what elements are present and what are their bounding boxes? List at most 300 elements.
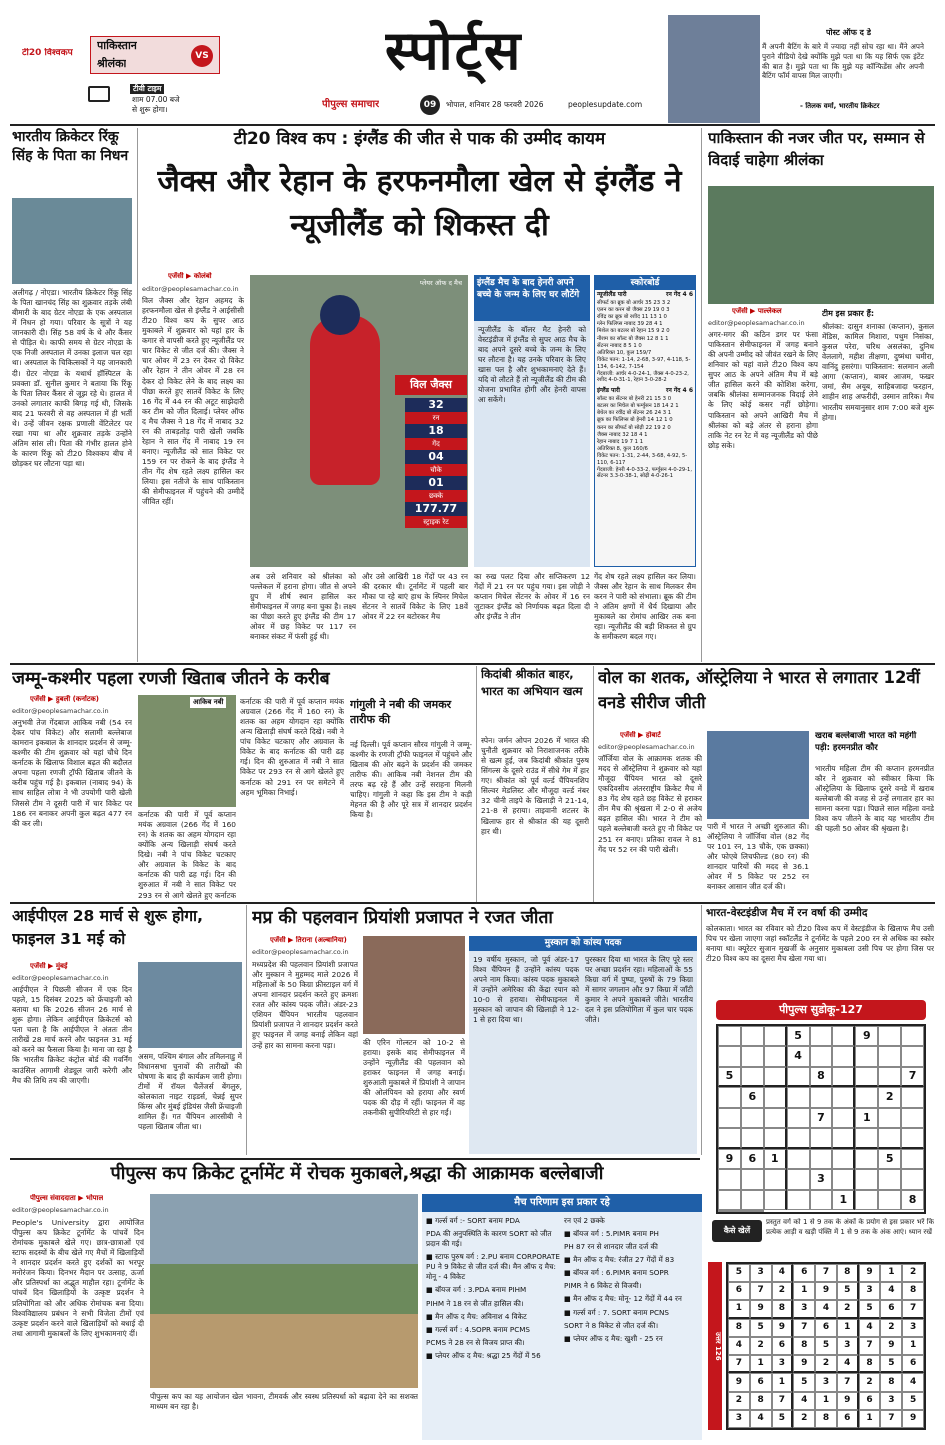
sudoku-cell[interactable] (832, 1046, 855, 1066)
answer-grid (726, 1262, 926, 1430)
sudoku-cell[interactable]: 6 (741, 1149, 764, 1169)
sudoku-cell: 3 (772, 1355, 794, 1373)
wrestle-text-2: की एरिन गोल्स्टन को 10-2 से हराया। इसके बाद सेमीफाइनल में उन्होंने न्यूज़ीलैंड की पहलवान को हराकर फाइनल में जगह बनाई। शुरुआती मुकाबले में प्रियांशी ने जापान की ओलंपियन को हराया और स्वर्ण पदक की दौड़ में रहीं। फाइनल में वह तकनीकी सुपीरियरिटी से हार गईं। (363, 1038, 465, 1118)
result-item: SORT ने 8 विकेट से जीत दर्ज की। (564, 1320, 659, 1330)
paper-logo: पीपुल्स समाचार (322, 99, 380, 110)
peoples-email[interactable]: editor@peoplesamachar.co.in (12, 1206, 109, 1214)
sudoku-cell[interactable] (741, 1026, 764, 1046)
tv-channel: से शुरू होगा। (132, 105, 168, 114)
sudoku-cell: 5 (815, 1337, 837, 1355)
stat-sr: 177.77 (405, 502, 467, 516)
sudoku-cell[interactable] (878, 1108, 901, 1128)
sudoku-cell[interactable] (832, 1149, 855, 1169)
sudoku-cell: 9 (859, 1264, 881, 1282)
result-item: ■ प्लेयर ऑफ द मैच: श्रद्धा 25 गेंदों में 56 (426, 1350, 541, 1360)
sudoku-cell[interactable]: 1 (855, 1108, 878, 1128)
jk-text-2: कर्नाटक की पारी में पूर्व कप्तान मयंक अग्रवाल (266 गेंद में 160 रन) के शतक का अहम योगदान रहा क्योंकि अन्य खिलाड़ी संघर्ष करते दिखे। नबी ने पांच विकेट चटकाए और अग्रवाल के विकेट के बाद कर्नाटक की पारी ढह गई। दिन की शुरुआत में नबी ने सात विकेट पर 293 रन से आगे खेलते हुए कर्नाटक (138, 810, 236, 900)
scoreboard-row: अतिरिक्त 8, कुल 160/6 (597, 445, 648, 452)
nz-fall: विकेट पतन: 1-14, 2-68, 3-97, 4-118, 5-134, 6-142, 7-154 (597, 357, 691, 370)
sudoku-cell: 2 (772, 1282, 794, 1300)
lead-body-5: गेंद शेष रहते लक्ष्य हासिल कर लिया। जैक्स और रेहान के साथ मिलकर सैम करन ने पारी को संभाला। ब्रूक की टीम ने अंतिम क्षणों में धैर्य दिखाया और मुकाबले का रोमांच आखिर तक बना रहा। न्यूजीलैंड की बड़ी शिकस्त से ग्रुप के समीकरण बदल गए। (594, 572, 696, 642)
result-item: ■ बॉयज वर्ग : 3.PDA बनाम PIHM (426, 1285, 527, 1295)
sudoku-cell[interactable] (810, 1026, 833, 1046)
sudoku-cell: 7 (750, 1282, 772, 1300)
scoreboard-title: स्कोरबोर्ड (595, 276, 695, 290)
sudoku-cell[interactable] (878, 1128, 901, 1148)
sudoku-cell: 1 (750, 1355, 772, 1373)
sudoku-cell[interactable]: 8 (810, 1067, 833, 1087)
sudoku-cell[interactable] (878, 1067, 901, 1087)
sudoku-cell: 1 (859, 1410, 881, 1428)
result-item: ■ मैन ऑफ द मैच: रंजीत 27 गेंदों में 83 (564, 1255, 675, 1265)
pak-team-title: टीम इस प्रकार हैं: (822, 309, 875, 318)
lead-body-4: का रुख पलट दिया और सप्तिकरण 12 गेंदों में 21 रन पर पहुंच गया। इस जोड़ी ने कप्तान मिचेल सेंटनर के ओवर में 16 रन जुटाकर इंग्लैंड को निर्णायक बढ़त दिला दी और इंग्लैंड ने तीन (474, 572, 590, 622)
lead-email[interactable]: editor@peoplesamachar.co.in (142, 285, 239, 293)
sudoku-cell: 5 (859, 1300, 881, 1318)
sudoku-cell[interactable] (855, 1046, 878, 1066)
sudoku-cell[interactable] (901, 1026, 924, 1046)
kidambi-text: स्पेन। जर्मन ओपन 2026 में भारत की चुनौती शुक्रवार को निराशाजनक तरीके से खत्म हुई, जब किदांबी श्रीकांत पुरुष सिंगल्स के दूसरे राउंड में सीधे गेम में हार गए। श्रीकांत को पूर्व वर्ल्ड चैंपियनशिप सिल्वर मेडलिस्ट और मौजूदा वर्ल्ड नंबर 32 चीनी ताइपे के खिलाड़ी ने 21-14, 21-8 से हराया। ताइवानी शटलर के खिलाफ हार से श्रीकांत की यह दूसरी हार थी। (481, 736, 589, 836)
sudoku-cell[interactable] (741, 1046, 764, 1066)
results-left (426, 1216, 560, 1364)
sudoku-cell[interactable]: 5 (878, 1149, 901, 1169)
result-item: PIMR ने 6 विकेट से विजयी। (564, 1281, 642, 1291)
sudoku-cell: 3 (750, 1264, 772, 1282)
result-item: ■ गर्ल्स वर्ग : 4.SOPR बनाम PCMS (426, 1324, 530, 1334)
player-stats (405, 398, 467, 528)
sudoku-cell[interactable] (741, 1210, 764, 1212)
sudoku-cell[interactable] (718, 1108, 741, 1128)
photo-pitch (150, 1314, 418, 1388)
scoreboard-row: ग्लेन फिलिप्स नाबाद 39 28 4 1 (597, 321, 663, 328)
pak-text: अगर-मगर की कठिन डगर पर फंसा पाकिस्तान सेमीफाइनल में जगह बनाने की अपनी उम्मीद को जीवंत रखने के लिए शनिवार को यहां वाले टी20 विश्व कप सुपर आठ के अपने अंतिम मैच में बड़े जीत हासिल करने की कोशिश करेगा, जबकि श्रीलंका सम्मानजनक विदाई लेने के लिए कोई कसर नहीं छोड़ेगा। पाकिस्तान को अपने आखिरी मैच में श्रीलंका को बड़े अंतर से हराना होगा ताकि नेट रन रेट में वह न्यूजीलैंड को पीछे छोड़ सके। (708, 330, 818, 450)
sudoku-cell[interactable]: 5 (787, 1026, 810, 1046)
sudoku-cell[interactable] (764, 1026, 787, 1046)
sudoku-cell: 5 (750, 1319, 772, 1337)
result-item: ■ गर्ल्स वर्ग :- SORT बनाम PDA (426, 1216, 520, 1225)
sudoku-cell[interactable] (718, 1210, 741, 1212)
sudoku-cell: 2 (902, 1264, 924, 1282)
scoreboard-row: मिशेल का बटलर बो रेहान 15 9 2 0 (597, 328, 670, 335)
sudoku-cell[interactable] (764, 1128, 787, 1148)
jk-byline: एजेंसी ▶ हुबली (कर्नाटक) (30, 695, 99, 703)
jk-headline: जम्मू-कश्मीर पहला रणजी खिताब जीतने के करीब (12, 669, 330, 689)
sudoku-title (716, 1000, 926, 1020)
score-cols: रन गेंद 4 6 (666, 291, 693, 298)
sudoku-cell: 8 (793, 1337, 815, 1355)
pak-headline: पाकिस्तान की नजर जीत पर, सम्मान से विदाई चाहेगा श्रीलंका (708, 129, 925, 169)
scoreboard-row: ब्रूक का फिलिप्स बो हेनरी 14 12 1 0 (597, 417, 673, 424)
sudoku-cell[interactable] (787, 1067, 810, 1087)
sudoku-cell: 2 (728, 1392, 750, 1410)
sudoku-cell: 7 (859, 1337, 881, 1355)
henry-box-text: न्यूजीलैंड के बॉलर मैट हेनरी को वेस्टइंडीज में इंग्लैंड से सुपर आठ मैच के बाद अपने दूसरे बच्चे के जन्म के लिए घर लौटना है। यह उनके परिवार के लिए खास पल है और शुभकामनाएं देते हैं। यदि वो लौटते हैं तो न्यूजीलैंड की टीम की योजना प्रभावित होगी और हेनरी वापस आ सकेंगे। (478, 325, 586, 405)
sudoku-cell[interactable] (741, 1128, 764, 1148)
jk-text-3: कर्नाटक की पारी में पूर्व कप्तान मयंक अग्रवाल (266 गेंद में 160 रन) के शतक का अहम योगदान रहा क्योंकि अन्य खिलाड़ी संघर्ष करते दिखे। नबी ने पांच विकेट चटकाए और अग्रवाल के विकेट के बाद कर्नाटक की पारी ढह गई। दिन की शुरुआत में नबी ने सात विकेट पर 293 रन से आगे खेलते हुए कर्नाटक को 291 रन पर समेटने में अहम भूमिका निभाई। (240, 697, 344, 797)
stat-sixes: 01 (405, 476, 467, 490)
henry-box-title: इंग्लैंड मैच के बाद हेनरी अपने बच्चे के जन्म के लिए घर लौटेंगे (474, 275, 590, 321)
website[interactable]: peoplesupdate.com (568, 100, 643, 109)
sudoku-cell[interactable] (832, 1087, 855, 1107)
sudoku-cell[interactable] (901, 1087, 924, 1107)
batsman-shape (310, 315, 380, 485)
sudoku-cell[interactable] (787, 1169, 810, 1189)
sudoku-cell: 9 (750, 1300, 772, 1318)
sudoku-cell: 5 (837, 1282, 859, 1300)
eng-innings-title: इंग्लैंड पारी (597, 387, 620, 395)
sudoku-cell[interactable] (855, 1067, 878, 1087)
eng-rows (595, 396, 695, 453)
sudoku-cell[interactable] (810, 1087, 833, 1107)
muskan-box (469, 936, 697, 1154)
result-item: ■ स्टाफ पुरुष वर्ग : 2.PU बनाम CORPORATE PU ने 9 विकेट से जीत दर्ज की। मैन ऑफ द मैच: मोनू - 4 विकेट (426, 1252, 560, 1282)
ipl-headline: आईपीएल 28 मार्च से शुरू होगा, फाइनल 31 मई को (12, 907, 203, 949)
scoreboard-row: एलन का करन बो जैक्स 29 19 0 3 (597, 307, 670, 314)
sudoku-cell: 2 (837, 1300, 859, 1318)
sudoku-cell: 8 (815, 1410, 837, 1428)
sudoku-cell: 4 (793, 1392, 815, 1410)
section-title: स्पोर्ट्स (385, 19, 523, 82)
sudoku-cell: 8 (880, 1373, 902, 1391)
stat-sixes-label: छक्के (405, 490, 467, 502)
scoreboard-row: बेथेल का रवींद्र बो सेंटनर 26 24 3 1 (597, 410, 672, 417)
sudoku-cell: 5 (772, 1410, 794, 1428)
stat-runs: 32 (405, 398, 467, 412)
sudoku-cell[interactable]: 7 (810, 1108, 833, 1128)
sudoku-cell[interactable] (878, 1046, 901, 1066)
sudoku-cell[interactable] (741, 1169, 764, 1189)
sudoku-cell: 1 (880, 1264, 902, 1282)
sudoku-cell[interactable] (718, 1169, 741, 1189)
masthead (0, 0, 945, 125)
sudoku-cell: 1 (815, 1392, 837, 1410)
sudoku-cell[interactable] (855, 1087, 878, 1107)
sudoku-cell: 8 (772, 1300, 794, 1318)
stat-sr-label: स्ट्राइक रेट (405, 516, 467, 528)
stat-balls-label: गेंद (405, 438, 467, 450)
sudoku-cell[interactable]: 4 (787, 1046, 810, 1066)
sudoku-cell: 5 (902, 1392, 924, 1410)
player-name-badge: विल जैक्स (395, 375, 467, 395)
sudoku-cell: 3 (859, 1282, 881, 1300)
vs-badge: VS (191, 45, 213, 67)
pak-teams: श्रीलंका: दासुन शनाका (कप्तान), कुसल मेंडिस, कामिल मिशारा, पथुम निसंका, कुसल परेरा, चरिथ असलंका, दुनिथ वेललागे, महीश तीक्षणा, दुष्मंथा चमीरा, वानिंदु हसरंगा। पाकिस्तान: सलमान अली आगा (कप्तान), बाबर आजम, फखर जमां, सैम अयूब, साहिबजादा फरहान, शाहीन शाह अफरीदी, उस्मान तारिक। मैच भारतीय समयानुसार शाम 7:00 बजे शुरू होगा। (822, 322, 934, 422)
sudoku-cell: 7 (772, 1392, 794, 1410)
jk-text: अनुभवी तेज गेंदबाज आकिब नबी (54 रन देकर पांच विकेट) और सलामी बल्लेबाज कामरान इकबाल के शानदार प्रदर्शन से जम्मू-कश्मीर की टीम शुक्रवार को यहां चौथे दिन कर्नाटक के खिलाफ विशाल बढ़त की बदौलत अपना पहला रणजी ट्रॉफी खिताब जीतने के करीब पहुंच गई है। इकबाल (नाबाद 94) के साथ साहिल लोत्रा ने भी उपयोगी पारी खेली जिससे टीम ने दूसरी पारी में चार विकेट पर 186 रन बनाकर अपनी कुल बढ़त 477 रन की कर ली। (12, 718, 132, 828)
ipl-text-2: असम, पश्चिम बंगाल और तमिलनाडु में विधानसभा चुनावों की तारीखों की घोषणा के बाद ही कार्यक्रम जारी होगा। टीमों में रॉयल चैलेंजर्स बेंगलुरु, कोलकाता नाइट राइडर्स, चेन्नई सुपर किंग्स और मुंबई इंडियंस जैसी फ्रेंचाइजी शामिल हैं। गत चैंपियन आरसीबी ने पहला खिताब जीता था। (138, 1052, 242, 1132)
peoples-headline: पीपुल्स कप क्रिकेट टूर्नामेंट में रोचक मुकाबले,श्रद्धा की आक्रामक बल्लेबाजी (110, 1163, 604, 1184)
ipl-email[interactable]: editor@peoplesamachar.co.in (12, 974, 109, 982)
result-item: ■ मैन ऑफ द मैच: अविनाश 4 विकेट (426, 1311, 527, 1321)
sudoku-cell[interactable]: 2 (878, 1087, 901, 1107)
sudoku-cell[interactable] (810, 1128, 833, 1148)
sudoku-cell[interactable]: 9 (855, 1026, 878, 1046)
sudoku-cell[interactable] (718, 1026, 741, 1046)
sudoku-cell: 6 (859, 1392, 881, 1410)
sudoku-cell: 4 (750, 1410, 772, 1428)
sudoku-cell: 6 (750, 1373, 772, 1391)
sudoku-cell[interactable] (901, 1128, 924, 1148)
result-item: ■ मैन ऑफ द मैच: मोनू- 12 गेंदों में 44 रन (564, 1294, 682, 1304)
scoreboard-row: सेंटनर नाबाद 8 5 1 0 (597, 342, 642, 349)
nz-rows (595, 300, 695, 357)
wi-text: कोलकाता। भारत का रविवार को टी20 विश्व कप में वेस्टइंडीज के खिलाफ मैच उसी पिच पर खेला जाएगा जहां स्कॉटलैंड ने टूर्नामेंट के पहले 200 रन से अधिक का स्कोर बनाया था। क्यूरेटर सुजान मुखर्जी के अनुसार मुकाबला उसी पिच पर होगा जिस पर टी20 विश्व कप का दूसरा मैच खेला गया था। (706, 924, 934, 964)
sudoku-cell[interactable]: 7 (901, 1067, 924, 1087)
pak-email[interactable]: editor@peoplesamachar.co.in (708, 319, 805, 327)
sudoku-cell: 6 (880, 1300, 902, 1318)
sudoku-cell[interactable] (832, 1067, 855, 1087)
aus-headline: वोल का शतक, ऑस्ट्रेलिया ने भारत से लगातार 12वीं वनडे सीरीज जीती (598, 668, 920, 712)
sudoku-cell[interactable]: 9 (718, 1149, 741, 1169)
rinku-text: अलीगढ़ / नोएडा। भारतीय क्रिकेटर रिंकू सिंह के पिता खानचंद सिंह का शुक्रवार तड़के लंबी बीमारी के बाद ग्रेटर नोएडा के एक अस्पताल में निधन हो गया। परिवार के सूत्रों ने यह जानकारी दी। सिंह 58 वर्ष के थे और कैंसर से पीड़ित थे। काफी समय से ग्रेटर नोएडा के एक निजी अस्पताल में उनका इलाज चल रहा था। अस्पताल के चिकित्सकों ने यह जानकारी दी। ग्रेटर नोएडा के यथार्थ हॉस्पिटल के प्रवक्ता डॉ. सुनील कुमार ने बताया कि रिंकू के पिता लिवर कैंसर से जूझ रहे थे। हालत में उनको लगातार काफी बिगड़ गई थी, जिसके बाद 21 फरवरी से वह अस्पताल में ही भर्ती थे। उन्हें जीवन रक्षक प्रणाली वेंटिलेटर पर रखा गया था और शुक्रवार तड़के उन्होंने अंतिम सांस ली। पिता की गंभीर हालत होने के कारण रिंकू को टी20 विश्वकप बीच में छोड़कर घर लौटना पड़ा था। (12, 288, 132, 469)
jk-email[interactable]: editor@peoplesamachar.co.in (12, 707, 109, 715)
sudoku-cell: 9 (880, 1337, 902, 1355)
jk-caption: आकिब नबी (190, 697, 226, 708)
sudoku-cell: 6 (815, 1319, 837, 1337)
wi-rule (701, 905, 702, 1155)
sudoku-cell[interactable] (810, 1046, 833, 1066)
sudoku-cell[interactable] (810, 1190, 833, 1210)
sudoku-cell[interactable] (901, 1046, 924, 1066)
sudoku-cell: 9 (793, 1355, 815, 1373)
pak-byline: एजेंसी ▶ पाल्लेकल (732, 307, 782, 315)
scoreboard-row: नीशम का सॉल्ट बो जैक्स 12 8 1 1 (597, 335, 669, 342)
sudoku-cell[interactable] (855, 1128, 878, 1148)
ganguly-text: नई दिल्ली। पूर्व कप्तान सौरव गांगुली ने जम्मू-कश्मीर के रणजी ट्रॉफी फाइनल में पहुंचने और खिताब की ओर बढ़ने के प्रदर्शन की जमकर तारीफ की। आकिब नबी नेशनल टीम की तरफ बढ़ रहे हैं और उन्हें सराहना मिलनी चाहिए। गांगुली ने कहा कि इस टीम ने कड़ी मेहनत की है और पूरे सत्र में शानदार प्रदर्शन किया है। (350, 740, 472, 820)
result-item: ■ बॉयज वर्ग : 6.PIMR बनाम SOPR (564, 1268, 669, 1278)
sudoku-cell: 1 (837, 1319, 859, 1337)
sudoku-cell[interactable] (878, 1190, 901, 1210)
sudoku-cell: 6 (728, 1282, 750, 1300)
aus-side-headline: खराब बल्लेबाजी भारत को महंगी पड़ी: हरमनप्रीत कौर (815, 731, 917, 753)
muskan-box-text: 19 वर्षीय मुस्कान, जो पूर्व अंडर-17 विश्व चैंपियन हैं उन्होंने कांस्य पदक अपने नाम किया। कांस्य पदक मुकाबले में उन्होंने अमेरिका की केंद्रा रयान को 10-0 से हराया। सेमीफाइनल में मुस्कान को जापान की खिलाड़ी ने 12-1 से हरा दिया था। (473, 955, 579, 1025)
sudoku-cell[interactable]: 5 (718, 1067, 741, 1087)
sudoku-cell[interactable] (764, 1067, 787, 1087)
aus-email[interactable]: editor@peoplesamachar.co.in (598, 743, 695, 751)
result-item: PH 87 रन से शानदार जीत दर्ज की (564, 1242, 658, 1252)
sudoku-cell[interactable] (718, 1046, 741, 1066)
sudoku-cell[interactable] (718, 1128, 741, 1148)
wrestle-photo (363, 936, 465, 1034)
sudoku-cell: 8 (859, 1355, 881, 1373)
scoreboard-row: सॉल्ट का सेंटनर बो हेनरी 21 15 3 0 (597, 395, 672, 402)
scoreboard (594, 275, 696, 567)
peoples-text: People's University द्वारा आयोजित पीपुल्स कप क्रिकेट टूर्नामेंट के पांचवें दिन रोमांचक मुकाबले खेले गए। छात्र-छात्राओं एवं स्टाफ सदस्यों के बीच खेले गए मैचों में खिलाड़ियों ने शानदार प्रदर्शन करते हुए दर्शकों का भरपूर मनोरंजन किया। दिनभर मैदान पर उत्साह, ऊर्जा और प्रतिस्पर्धा का अद्भुत माहौल रहा। टूर्नामेंट के पांचवें दिन खिलाड़ियों के उत्कृष्ट प्रदर्शन ने प्रतियोगिता को और अधिक रोमांचक बना दिया। विश्वविद्यालय प्रबंधन ने सभी विजेता टीमों एवं उत्कृष्ट प्रदर्शन करने वाले खिलाड़ियों को बधाई दी तथा आगामी मुकाबलों के लिए शुभकामनाएं दीं। (12, 1218, 144, 1338)
sudoku-cell: 1 (793, 1282, 815, 1300)
results-box (422, 1194, 702, 1440)
sudoku-cell[interactable]: 1 (764, 1149, 787, 1169)
sudoku-cell: 8 (750, 1392, 772, 1410)
lead-body-3: और उसे आखिरी 18 गेंदों पर 43 रन की दरकार थी। टूर्नामेंट में पहली बार मौका पा रहे बाएं हाथ के स्पिनर मिचेल सेंटनर ने सातवें विकेट के लिए 18वें ओवर में 22 रन बटोरकर मैच (362, 572, 468, 622)
tv-time-label: टीवी टाइम (130, 84, 164, 94)
sudoku-cell[interactable] (855, 1149, 878, 1169)
sudoku-cell[interactable] (878, 1169, 901, 1189)
wrestle-byline: एजेंसी ▶ तिराना (अल्बानिया) (270, 936, 347, 944)
result-item: PCMS ने 28 रन से विजय प्राप्त की। (426, 1337, 525, 1347)
sudoku-cell[interactable] (901, 1169, 924, 1189)
sudoku-cell: 7 (815, 1264, 837, 1282)
sudoku-cell[interactable] (718, 1087, 741, 1107)
tv-time: शाम 07.00 बजे (132, 95, 180, 104)
scoreboard-row: रेहान नाबाद 19 7 1 1 (597, 438, 644, 445)
sudoku-cell[interactable] (787, 1149, 810, 1169)
sudoku-cell: 6 (837, 1410, 859, 1428)
sudoku-title-text: पीपुल्स सुडोकू-127 (779, 1003, 863, 1016)
sudoku-cell: 9 (728, 1373, 750, 1391)
photo-sky (150, 1194, 418, 1264)
wrestle-text: मध्यप्रदेश की पहलवान प्रियांशी प्रजापत और मुस्कान ने मुहम्मद माले 2026 में महिलाओं के 50 किग्रा फ्रीस्टाइल वर्ग में अपना शानदार प्रदर्शन करते हुए क्रमशः रजत और कांस्य पदक जीते। अंडर-23 एशियन चैंपियन भारतीय पहलवान प्रियांशी प्रजापत ने शानदार प्रदर्शन करते हुए फाइनल में जगह बनाई लेकिन वहां उन्हें हार का सामना करना पड़ा। (252, 960, 358, 1050)
muskan-box-text-2: पुरस्कार दिया था भारत के लिए पूरे स्तर पर अच्छा प्रदर्शन रहा। महिलाओं के 55 किग्रा वर्ग में पुष्पा, पुरुषों के 79 किग्रा में सागर जगलान और 97 किग्रा में जॉंटी कुमार ने अपने मुकाबले जीते। भारतीय दल ने इस प्रतियोगिता में कुल चार पदक जीते। (585, 955, 693, 1025)
result-item: PDA की अनुपस्थिति के कारण SORT को जीत प्रदान की गई। (426, 1229, 552, 1249)
sudoku-cell: 7 (880, 1410, 902, 1428)
right-col-rule (701, 128, 702, 662)
sudoku-cell[interactable] (741, 1190, 764, 1210)
how-to-play-badge: कैसे खेलें (712, 1220, 762, 1242)
eng-bowling: गेंदबाजी: हेनरी 4-0-33-2, फर्ग्युसन 4-0-29-1, सेंटनर 3.3-0-38-1, सोढ़ी 4-0-26-1 (597, 466, 693, 480)
peoples-caption: पीपुल्स कप का यह आयोजन खेल भावना, टीमवर्क और स्वस्थ प्रतिस्पर्धा को बढ़ावा देने का सशक्त माध्यम बन रहा है। (150, 1392, 418, 1412)
sudoku-cell: 2 (750, 1337, 772, 1355)
lead-byline: एजेंसी ▶ कोलंबो (168, 272, 212, 280)
post-label: पोस्ट ऑफ द डे (826, 28, 871, 37)
sudoku-cell[interactable] (855, 1169, 878, 1189)
sudoku-cell: 3 (837, 1337, 859, 1355)
sudoku-cell[interactable] (787, 1128, 810, 1148)
sudoku-cell: 6 (793, 1264, 815, 1282)
sudoku-cell[interactable] (787, 1087, 810, 1107)
sudoku-cell: 2 (880, 1319, 902, 1337)
sudoku-cell: 1 (772, 1373, 794, 1391)
sudoku-cell[interactable] (832, 1108, 855, 1128)
stat-balls: 18 (405, 424, 467, 438)
aus-text-2: पारी में भारत ने अच्छी शुरुआत की। ऑस्ट्रेलिया ने जॉर्जिया वोल (82 गेंद पर 101 रन, 13 चौके, एक छक्का) और फोएबे लिचफील्ड (80 रन) की शानदार पारियों की मदद से 36.1 ओवर में 5 विकेट पर 252 रन बनाकर आसान जीत दर्ज की। (707, 822, 809, 892)
lead-headline: जैक्स और रेहान के हरफनमौला खेल से इंग्लैंड ने न्यूजीलैंड को शिकस्त दी (157, 164, 682, 243)
sudoku-cell: 5 (793, 1373, 815, 1391)
sudoku-cell: 3 (880, 1392, 902, 1410)
sudoku-cell: 4 (772, 1264, 794, 1282)
sudoku-cell: 7 (837, 1373, 859, 1391)
sudoku-cell[interactable] (901, 1149, 924, 1169)
sudoku-cell: 5 (728, 1264, 750, 1282)
sudoku-cell: 2 (859, 1373, 881, 1391)
helmet-shape (320, 295, 360, 335)
sudoku-cell: 9 (815, 1282, 837, 1300)
sudoku-cell: 4 (902, 1373, 924, 1391)
sudoku-cell[interactable] (832, 1128, 855, 1148)
sudoku-cell: 6 (772, 1337, 794, 1355)
sudoku-cell[interactable] (832, 1169, 855, 1189)
sudoku-cell[interactable]: 3 (810, 1169, 833, 1189)
sudoku-cell[interactable] (764, 1108, 787, 1128)
sudoku-cell: 9 (902, 1410, 924, 1428)
lead-body-2b: अब उसे शनिवार को श्रीलंका को पल्लेकल में हराना होगा। जीत से अपने ग्रुप में शीर्ष स्थान हासिल कर सेमीफाइनल में जगह बना चुका है। लक्ष्य का पीछा करते हुए इंग्लैंड की टीम 17 ओवर में छह विकेट पर 117 रन बनाकर संकट में फंसी हुई थी। (250, 572, 356, 642)
sudoku-cell[interactable] (741, 1067, 764, 1087)
stat-runs-label: रन (405, 412, 467, 424)
sudoku-cell: 7 (728, 1355, 750, 1373)
sudoku-cell: 4 (880, 1282, 902, 1300)
sudoku-cell[interactable] (810, 1149, 833, 1169)
sudoku-cell: 4 (837, 1355, 859, 1373)
sudoku-cell[interactable] (832, 1026, 855, 1046)
ipl-text: आईपीएल ने पिछली सीजन में एक दिन पहले, 15 दिसंबर 2025 को फ्रेंचाइजी को बताया था कि 2026 सीजन 26 मार्च से शुरू होगा। लेकिन आईपीएल क्रिकेटर्स को पता चला है कि आईपीएल ने अंततः तीन तारीखें 28 मार्च करने और फाइनल 31 मई को करने का फैसला किया है। माना जा रहा है कि भारतीय क्रिकेट कंट्रोल बोर्ड की गवर्निंग काउंसिल आगामी शेड्यूल जारी करेगी और मैच की तिथि तय की जाएगी। (12, 985, 132, 1085)
sudoku-cell[interactable] (901, 1108, 924, 1128)
scoreboard-row: रविंद्र का ब्रूक बो रशीद 11 13 1 0 (597, 314, 667, 321)
sudoku-cell: 8 (837, 1264, 859, 1282)
aus-photo (707, 731, 809, 819)
aus-side-text: भारतीय महिला टीम की कप्तान हरमनप्रीत कौर ने शुक्रवार को स्वीकार किया कि ऑस्ट्रेलिया के खिलाफ दूसरे वनडे में खराब बल्लेबाजी की वजह से उन्हें लगातार हार का सामना करना पड़ा। पिछले साल महिला वनडे विश्व कप जीतने के बाद यह भारतीय टीम की पहली 50 ओवर की श्रृंखला है। (815, 764, 934, 834)
answer-label: उत्तर 126 (708, 1262, 722, 1430)
post-text: मैं अपनी बैटिंग के बारे में ज्यादा नहीं सोच रहा था। मैंने अपने पुराने वीडियो देखे क्योंकि मुझे पता था कि यह सिर्फ एक इंटेंट की बात है। मुझे पता था कि मुझे यह कॉन्फिडेंस और अपनी बैटिंग फॉर्म वापस मिल जाएगी। (762, 42, 924, 81)
sudoku-cell: 2 (815, 1355, 837, 1373)
sudoku-cell: 4 (859, 1319, 881, 1337)
wrestle-headline: मप्र की पहलवान प्रियांशी प्रजापत ने रजत जीता (252, 908, 553, 928)
player-of-match-label: प्लेयर ऑफ द मैच (419, 279, 462, 287)
sudoku-cell: 1 (728, 1300, 750, 1318)
sudoku-cell: 3 (728, 1410, 750, 1428)
sudoku-cell[interactable] (718, 1190, 741, 1210)
sudoku-cell[interactable] (764, 1087, 787, 1107)
rinku-photo (12, 198, 132, 284)
sudoku-cell: 4 (815, 1300, 837, 1318)
row2-rule (10, 663, 935, 665)
sudoku-grid[interactable] (716, 1024, 926, 1214)
sudoku-cell: 3 (815, 1373, 837, 1391)
t20-label: टी20 विश्वकप (22, 48, 73, 58)
sudoku-cell[interactable]: 8 (901, 1190, 924, 1210)
sudoku-cell[interactable]: 6 (741, 1087, 764, 1107)
ganguly-headline: गांगुली ने नबी की जमकर तारीफ की (350, 698, 452, 727)
sudoku-cell: 9 (772, 1319, 794, 1337)
sudoku-cell[interactable] (764, 1046, 787, 1066)
peoples-photo (150, 1194, 418, 1388)
result-item: ■ बॉयज वर्ग : 5.PIMR बनाम PH (564, 1229, 659, 1239)
result-item: ■ गर्ल्स वर्ग : 7. SORT बनाम PCNS (564, 1307, 669, 1317)
score-cols-2: रन गेंद 4 6 (666, 387, 693, 395)
match-team-a: पाकिस्तान (97, 39, 137, 52)
sudoku-cell[interactable]: 1 (832, 1190, 855, 1210)
lead-body-1: विल जैक्स और रेहान अहमद के हरफनमौला खेल से इंग्लैंड ने आईसीसी टी20 विश्व कप के सुपर आठ मुकाबले में शुक्रवार को यहां हार के कगार से वापसी करते हुए न्यूजीलैंड पर चार विकेट से जीत दर्ज की। जैक्स ने चार ओवर में 23 रन देकर दो विकेट और रेहान ने तीन ओवर में 28 रन देकर दो विकेट लेने के बाद लक्ष्य का पीछा करते हुए सातवें विकेट के लिए 16 गेंद में 44 रन की अटूट साझेदारी कर टीम को जीत दिलाई। प्लेयर ऑफ द मैच जैक्स ने 18 गेंद में नाबाद 32 रन की ताबड़तोड़ पारी खेली जबकि रेहान ने सात गेंद में नाबाद 19 रन बनाए। न्यूजीलैंड को सात विकेट पर 159 रन पर रोकने के बाद इंग्लैंड ने तीन गेंद शेष रहते लक्ष्य हासिल कर लिया। इस नतीजे के साथ पाकिस्तान की सेमीफाइनल में पहुंचने की उम्मीदें जीवित रहीं। (142, 296, 244, 507)
sudoku-cell: 2 (793, 1410, 815, 1428)
results-title: मैच परिणाम इस प्रकार रहे (422, 1194, 702, 1212)
aus-text: जॉर्जिया वोल के आक्रामक शतक की मदद से ऑस्ट्रेलिया ने शुक्रवार को यहां मौजूदा चैंपियन भारत को दूसरे एकदिवसीय अंतरराष्ट्रीय क्रिकेट मैच में 83 गेंद शेष रहते छह विकेट से हराकर तीन मैच की श्रृंखला में 2-0 से अजेय बढ़त हासिल की। भारत ने टीम को पहले बल्लेबाजी करते हुए नौ विकेट पर 251 रन बनाए। प्रतिका रावल ने 81 गेंद पर 52 रन की पारी खेली। (598, 754, 702, 854)
sudoku-cell: 8 (728, 1319, 750, 1337)
stat-fours: 04 (405, 450, 467, 464)
wi-headline: भारत-वेस्टइंडीज मैच में रन वर्षा की उम्मीद (706, 907, 868, 919)
scoreboard-row: जैक्स नाबाद 32 18 4 1 (597, 431, 648, 438)
sudoku-cell[interactable] (878, 1026, 901, 1046)
ipl-photo (138, 962, 242, 1048)
sudoku-cell: 5 (880, 1355, 902, 1373)
kid-rule-2 (593, 666, 594, 902)
page-number: 09 (420, 95, 440, 115)
sudoku-cell[interactable] (855, 1190, 878, 1210)
sudoku-cell: 3 (902, 1319, 924, 1337)
sudoku-cell: 4 (728, 1337, 750, 1355)
kidambi-headline: किदांबी श्रीकांत बाहर, भारत का अभियान खत्म (481, 667, 583, 698)
results-right (564, 1216, 698, 1347)
sudoku-cell[interactable] (787, 1190, 810, 1210)
peoples-byline: पीपुल्स संवाददाता ▶ भोपाल (30, 1194, 104, 1202)
wrestle-email[interactable]: editor@peoplesamachar.co.in (252, 948, 349, 956)
nz-bowling: गेंदबाजी: आर्चर 4-0-24-1, जैक्स 4-0-23-2, रशीद 4-0-31-1, रेहान 3-0-28-2 (597, 370, 689, 384)
scoreboard-row: करन का सीफर्ट बो सोढ़ी 22 19 2 0 (597, 424, 671, 431)
sudoku-cell[interactable] (764, 1169, 787, 1189)
result-item: रन एवं 2 छक्के (564, 1216, 605, 1225)
sudoku-cell[interactable] (787, 1108, 810, 1128)
sudoku-cell[interactable] (764, 1190, 787, 1210)
sudoku-cell: 7 (793, 1319, 815, 1337)
henry-box (474, 275, 590, 567)
sudoku-cell[interactable] (741, 1108, 764, 1128)
